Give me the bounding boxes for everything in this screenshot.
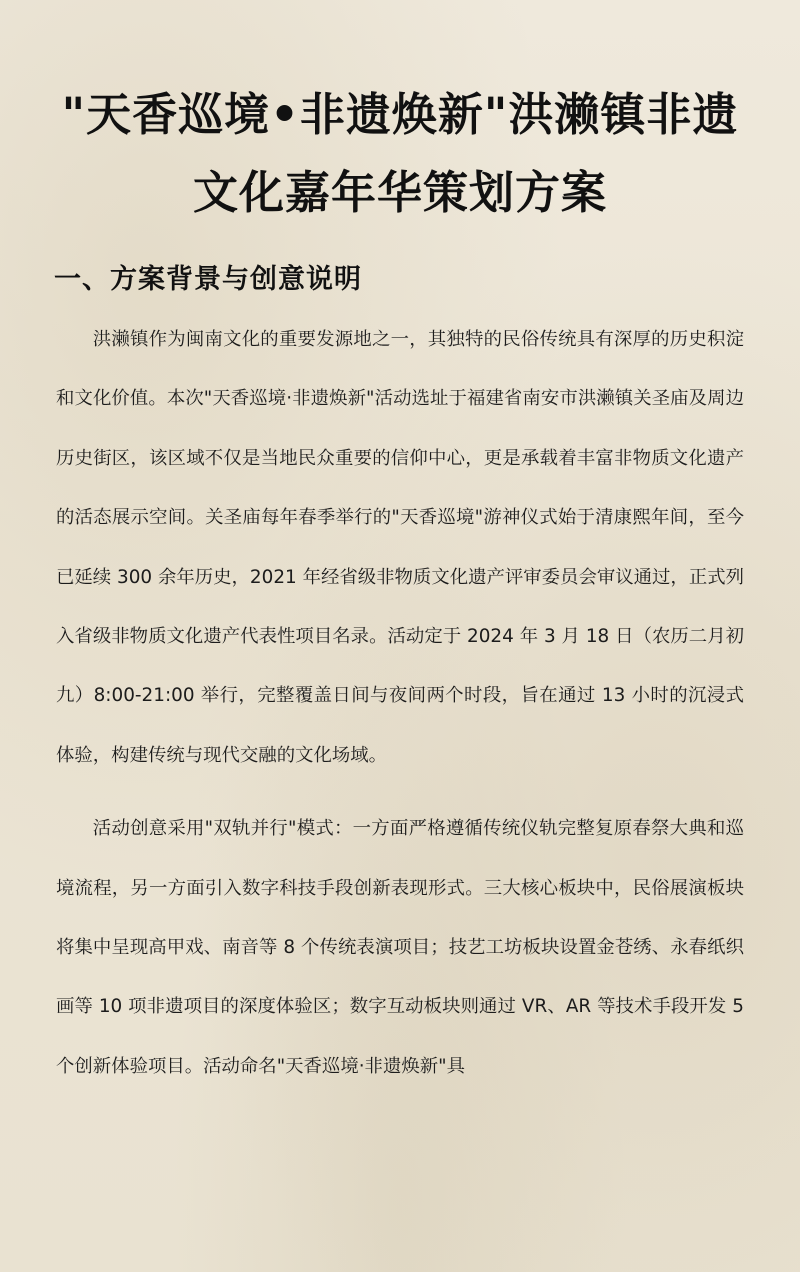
section-body [56, 310, 744, 1096]
section-heading: 一、方案背景与创意说明 [54, 264, 362, 295]
document-title: "天香巡境•非遗焕新"洪濑镇非遗文化嘉年华策划方案 [61, 88, 739, 219]
paragraph-creative-concept: 活动创意采用"双轨并行"模式：一方面严格遵循传统仪轨完整复原春祭大典和巡境流程，另一方面引入数字科技手段创新表现形式。三大核心板块中，民俗展演板块将集中呈现高甲戏、南音等 8 个传统表演项目；技艺工坊板块设置金苍绣、永春纸织画等 10 项非遗项目的深度体验区；数字互动板块则通过 VR、AR 等技术手段开发 5 个创新体验项目。活动命名"天香巡境·非遗焕新"具 [56, 818, 744, 1077]
paragraph-background: 洪濑镇作为闽南文化的重要发源地之一，其独特的民俗传统具有深厚的历史积淀和文化价值。本次"天香巡境·非遗焕新"活动选址于福建省南安市洪濑镇关圣庙及周边历史街区，该区域不仅是当地民众重要的信仰中心，更是承载着丰富非物质文化遗产的活态展示空间。关圣庙每年春季举行的"天香巡境"游神仪式始于清康熙年间，至今已延续 300 余年历史，2021 年经省级非物质文化遗产评审委员会审议通过，正式列入省级非物质文化遗产代表性项目名录。活动定于 2024 年 3 月 18 日（农历二月初九）8:00-21:00 举行，完整覆盖日间与夜间两个时段，旨在通过 13 小时的沉浸式体验，构建传统与现代交融的文化场域。 [56, 329, 744, 766]
